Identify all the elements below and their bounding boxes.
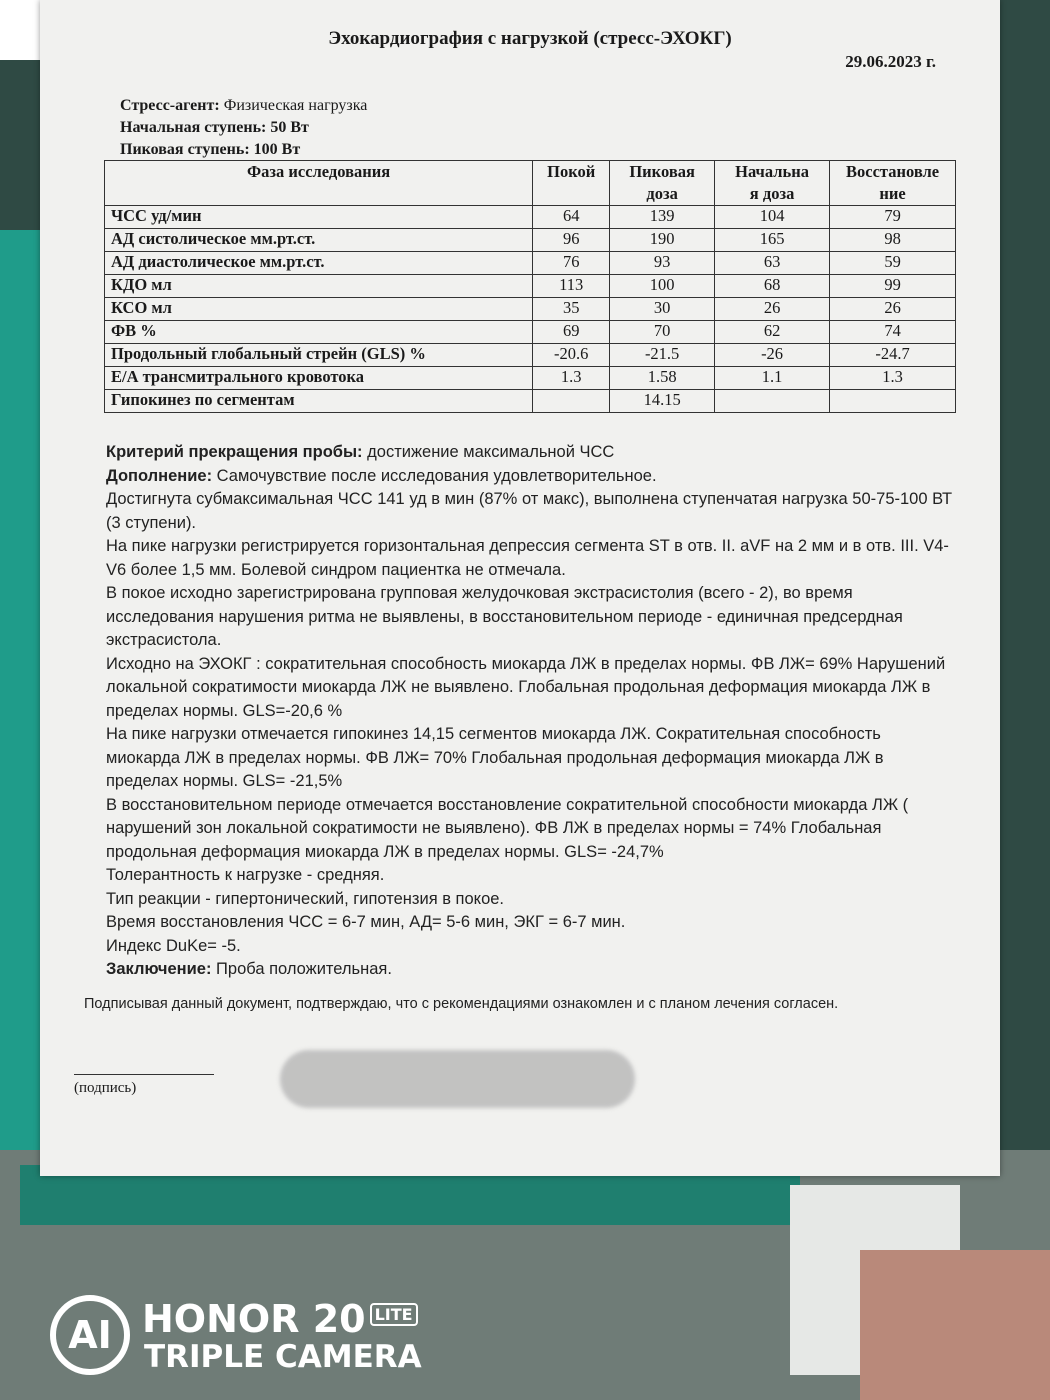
table-header-row bbox=[105, 161, 956, 206]
table-row bbox=[105, 252, 956, 275]
table-row bbox=[105, 275, 956, 298]
cell-recovery: 99 bbox=[830, 275, 956, 298]
conclusion-line bbox=[106, 958, 956, 982]
cell-peak: -21.5 bbox=[610, 344, 715, 367]
cell-peak: 100 bbox=[610, 275, 715, 298]
initial-step: Начальная ступень: 50 Вт bbox=[120, 119, 309, 136]
document-date: 29.06.2023 г. bbox=[845, 52, 936, 71]
stress-agent-label: Стресс-агент: bbox=[120, 97, 220, 114]
cell-peak: 30 bbox=[610, 298, 715, 321]
table-row bbox=[105, 206, 956, 229]
watermark-lite-badge: LITE bbox=[370, 1303, 418, 1326]
cell-peak: 190 bbox=[610, 229, 715, 252]
cell-peak: 14.15 bbox=[610, 390, 715, 413]
paragraph-recovery-time: Время восстановления ЧСС = 6-7 мин, АД= 5-6 мин, ЭКГ = 6-7 мин. bbox=[106, 913, 626, 931]
cell-rest: 76 bbox=[533, 252, 610, 275]
paragraph-extrasystole: В покое исходно зарегистрирована групповая желудочковая экстрасистолия (всего - 2), во время исследования нарушения ритма не выявлены, в восстановительном периоде - единичная предсердная экстрасистола. bbox=[106, 584, 903, 649]
paragraph-heart-rate: Достигнута субмаксимальная ЧСС 141 уд в мин (87% от макс), выполнена ступенчатая нагрузка 50-75-100 ВТ (3 ступени). bbox=[106, 490, 953, 532]
row-label: Е/А трансмитрального кровотока bbox=[105, 367, 533, 390]
table-row bbox=[105, 390, 956, 413]
background-corner bbox=[0, 0, 40, 60]
table-row bbox=[105, 229, 956, 252]
row-label: ФВ % bbox=[105, 321, 533, 344]
cell-initial: 68 bbox=[714, 275, 829, 298]
cell-rest: -20.6 bbox=[533, 344, 610, 367]
report-body bbox=[106, 441, 956, 982]
cell-initial: 165 bbox=[714, 229, 829, 252]
header-recovery-line2: ние bbox=[879, 184, 906, 203]
cell-initial bbox=[714, 390, 829, 413]
table-row bbox=[105, 367, 956, 390]
conclusion-label: Заключение: bbox=[106, 960, 212, 978]
table-row bbox=[105, 298, 956, 321]
paragraph-duke-index: Индекс DuKe= -5. bbox=[106, 936, 241, 955]
table-row bbox=[105, 321, 956, 344]
row-label: КДО мл bbox=[105, 275, 533, 298]
cell-peak: 1.58 bbox=[610, 367, 715, 390]
header-recovery bbox=[830, 161, 956, 206]
cell-rest: 64 bbox=[533, 206, 610, 229]
signature-label: (подпись) bbox=[74, 1080, 137, 1096]
row-label: Гипокинез по сегментам bbox=[105, 390, 533, 413]
watermark-model-name: HONOR 20 bbox=[142, 1297, 366, 1341]
cell-initial: 104 bbox=[714, 206, 829, 229]
cell-initial: -26 bbox=[714, 344, 829, 367]
header-recovery-line1: Восстановле bbox=[846, 162, 940, 181]
cell-recovery: 79 bbox=[830, 206, 956, 229]
paragraph-tolerance: Толерантность к нагрузке - средняя. bbox=[106, 866, 385, 884]
criterion-value: достижение максимальной ЧСС bbox=[362, 443, 615, 461]
consent-statement: Подписывая данный документ, подтверждаю, что с рекомендациями ознакомлен и с планом лечения согласен. bbox=[84, 996, 839, 1012]
header-rest: Покой bbox=[533, 161, 610, 206]
cell-peak: 70 bbox=[610, 321, 715, 344]
cell-rest: 96 bbox=[533, 229, 610, 252]
cell-rest: 69 bbox=[533, 321, 610, 344]
cell-initial: 63 bbox=[714, 252, 829, 275]
row-label: АД систолическое мм.рт.ст. bbox=[105, 229, 533, 252]
paragraph-reaction-type: Тип реакции - гипертонический, гипотензия в покое. bbox=[106, 889, 505, 908]
addition-label: Дополнение: bbox=[106, 466, 213, 485]
cell-recovery: 26 bbox=[830, 298, 956, 321]
header-initial-line2: я доза bbox=[749, 184, 795, 203]
cell-peak: 93 bbox=[610, 252, 715, 275]
cell-initial: 1.1 bbox=[714, 367, 829, 390]
cell-rest: 113 bbox=[533, 275, 610, 298]
criterion-label: Критерий прекращения пробы: bbox=[106, 443, 363, 461]
cell-recovery bbox=[830, 390, 956, 413]
cell-rest: 1.3 bbox=[533, 367, 610, 390]
addition-value: Самочувствие после исследования удовлетворительное. bbox=[212, 466, 657, 485]
cell-peak: 139 bbox=[610, 206, 715, 229]
document-page bbox=[40, 0, 1000, 1176]
row-label: АД диастолическое мм.рт.ст. bbox=[105, 252, 533, 275]
signature-line bbox=[74, 1074, 214, 1075]
row-label: КСО мл bbox=[105, 298, 533, 321]
criterion-line bbox=[106, 441, 956, 465]
watermark-model bbox=[142, 1297, 418, 1341]
redacted-name bbox=[280, 1050, 635, 1108]
watermark-camera: TRIPLE CAMERA bbox=[144, 1339, 422, 1375]
header-phase: Фаза исследования bbox=[105, 161, 533, 206]
cell-initial: 62 bbox=[714, 321, 829, 344]
cell-initial: 26 bbox=[714, 298, 829, 321]
cell-recovery: 59 bbox=[830, 252, 956, 275]
ai-logo-icon: AI bbox=[50, 1295, 130, 1375]
header-peak-line1: Пиковая bbox=[629, 162, 695, 181]
results-table bbox=[104, 160, 956, 413]
addition-line bbox=[106, 465, 956, 489]
paragraph-baseline-echo: Исходно на ЭХОКГ : сократительная способность миокарда ЛЖ в пределах нормы. ФВ ЛЖ= 69% Нарушений локальной сократимости миокарда ЛЖ не выявлено. Глобальная продольная деформация миокарда ЛЖ в пределах нормы. GLS=-20,6 % bbox=[106, 654, 946, 720]
document-title: Эхокардиография с нагрузкой (стресс-ЭХОКГ) bbox=[328, 28, 732, 49]
header-peak bbox=[610, 161, 715, 206]
stress-agent-value: Физическая нагрузка bbox=[219, 97, 368, 114]
cell-recovery: 74 bbox=[830, 321, 956, 344]
table-row bbox=[105, 344, 956, 367]
header-initial bbox=[714, 161, 829, 206]
row-label: Продольный глобальный стрейн (GLS) % bbox=[105, 344, 533, 367]
paragraph-peak-echo: На пике нагрузки отмечается гипокинез 14,15 сегментов миокарда ЛЖ. Сократительная способность миокарда ЛЖ в пределах нормы. ФВ ЛЖ= 70% Глобальная продольная деформация миокарда ЛЖ в пределах нормы. GLS= -21,5% bbox=[106, 725, 884, 790]
cell-recovery: 1.3 bbox=[830, 367, 956, 390]
cell-recovery: -24.7 bbox=[830, 344, 956, 367]
paragraph-st-depression: На пике нагрузки регистрируется горизонтальная депрессия сегмента ST в отв. II. aVF на 2 мм и в отв. III. V4-V6 более 1,5 мм. Болевой синдром пациентка не отмечала. bbox=[106, 537, 949, 579]
conclusion-value: Проба положительная. bbox=[211, 960, 392, 978]
stress-agent-line bbox=[120, 97, 367, 115]
row-label: ЧСС уд/мин bbox=[105, 206, 533, 229]
cell-rest: 35 bbox=[533, 298, 610, 321]
header-initial-line1: Начальна bbox=[735, 162, 809, 181]
peak-step: Пиковая ступень: 100 Вт bbox=[120, 141, 301, 158]
paragraph-recovery-echo: В восстановительном периоде отмечается восстановление сократительной способности миокарда ЛЖ ( нарушений зон локальной сократимости не выявлено). ФВ ЛЖ в пределах нормы = 74% Глобальная продольная деформация миокарда ЛЖ в пределах нормы. GLS= -24,7% bbox=[106, 795, 909, 861]
background-cloth bbox=[860, 1250, 1050, 1400]
cell-rest bbox=[533, 390, 610, 413]
header-peak-line2: доза bbox=[646, 184, 678, 203]
cell-recovery: 98 bbox=[830, 229, 956, 252]
